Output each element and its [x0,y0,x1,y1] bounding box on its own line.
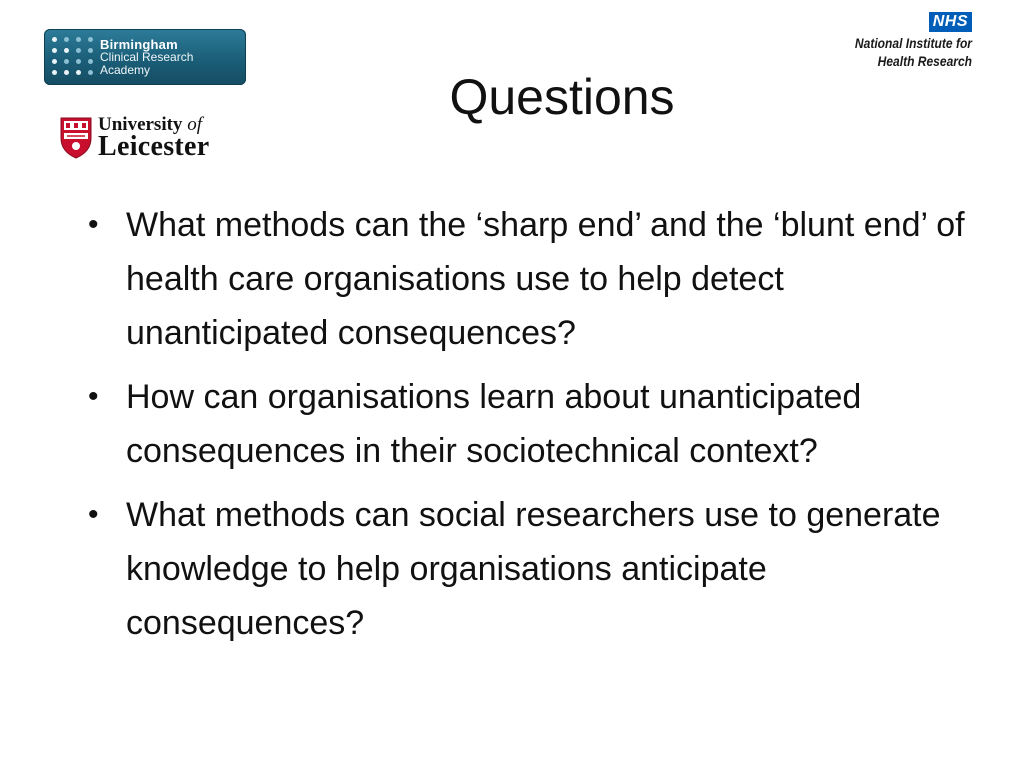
bullet-dot-icon: • [88,380,99,413]
bcra-line-1: Birmingham [100,36,178,52]
bullet-list [88,198,988,660]
bullet-item [88,370,988,478]
bullet-dot-icon: • [88,208,99,241]
nihr-logo [832,12,972,70]
bullet-text: What methods can the ‘sharp end’ and the ‘blunt end’ of health care organisations use to help detect unanticipated consequences? [126,206,965,352]
nhs-badge: NHS [929,12,972,32]
bcra-line-3: Academy [100,62,151,77]
bullet-item [88,198,988,360]
nihr-line-2: Health Research [877,53,972,69]
slide-title: Questions [449,69,675,125]
bullet-text: How can organisations learn about unanticipated consequences in their sociotechnical context? [126,378,862,470]
bullet-text: What methods can social researchers use to generate knowledge to help organisations anticipate consequences? [126,496,941,642]
bullet-dot-icon: • [88,498,99,531]
nihr-line-1: National Institute for [854,35,972,51]
leicester-line-2: Leicester [98,131,210,162]
leicester-line-1: University of [98,114,202,135]
bcra-line-2: Clinical Research [100,49,194,64]
bullet-item [88,488,988,650]
